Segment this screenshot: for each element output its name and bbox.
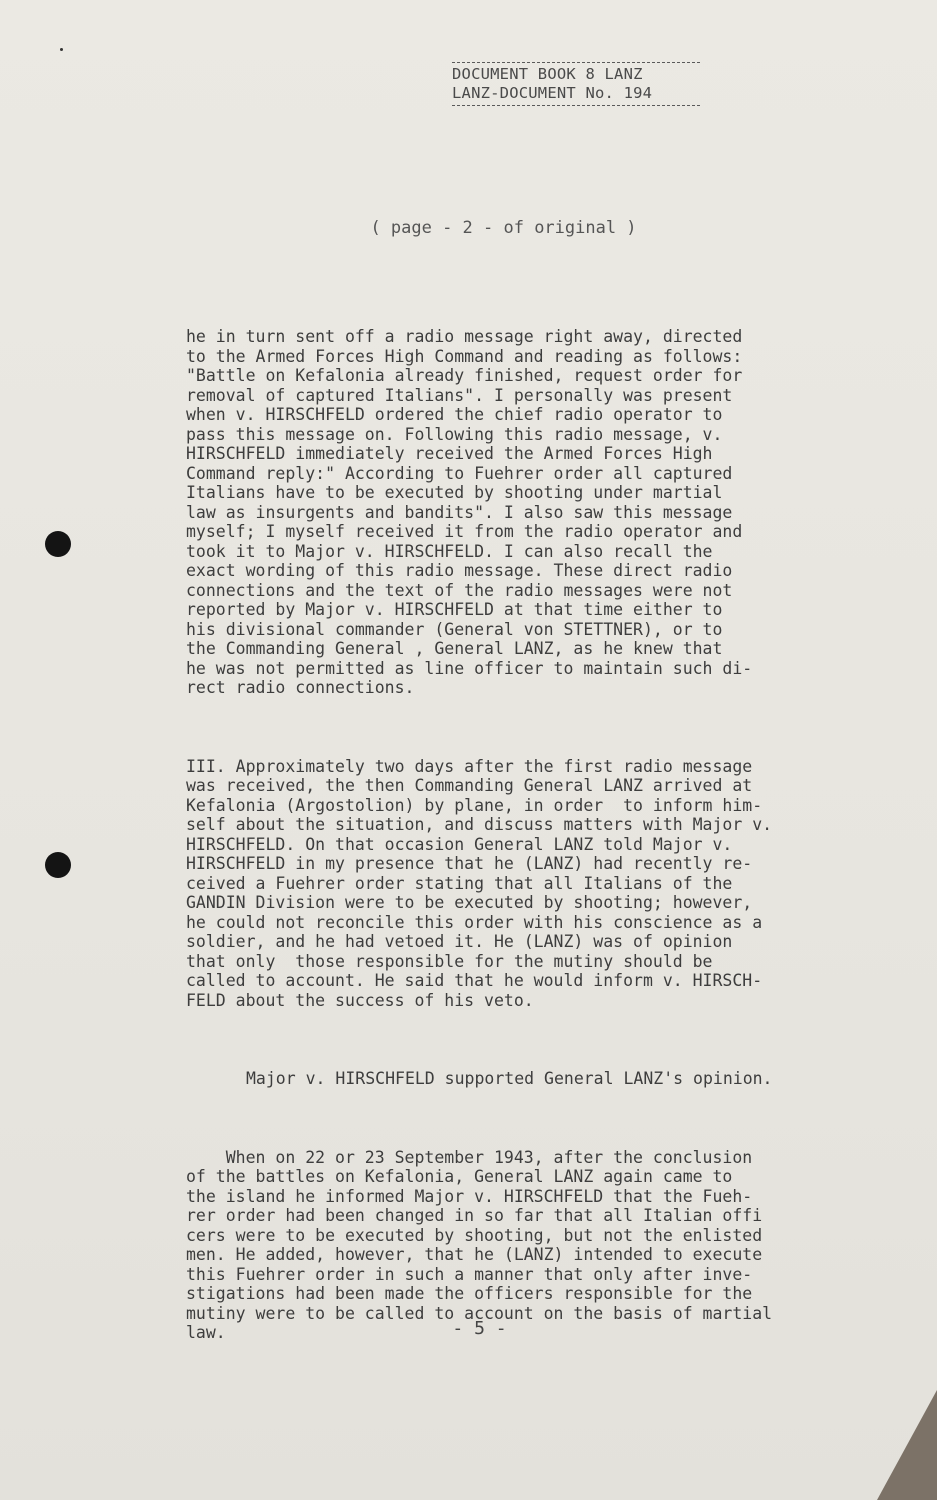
paragraph-section-iii: III. Approximately two days after the first radio message was received, the then Commanding General LANZ arrived at Kefalonia (Argostolion) by plane, in order to inform him- self about the situation, and discuss matters with Major v. HIRSCHFELD. On that occasion General LANZ told Major v. HIRSCHFELD in my presence that he (LANZ) had recently re- ceived a Fuehrer order stating that all Italians of the GANDIN Division were to be executed by shooting; however, he could not reconcile this order with his conscience as a soldier, and he had vetoed it. He (LANZ) was of opinion that only those responsible for the mutiny should be called to account. He said that he would inform v. HIRSCH- FELD about the success of his veto. [186, 756, 773, 1010]
paragraph-support-opinion: Major v. HIRSCHFELD supported General LANZ's opinion. [246, 1069, 773, 1088]
paragraph-radio-message: he in turn sent off a radio message right away, directed to the Armed Forces High Command and reading as follows: "Battle on Kefalonia already finished, request order for removal of captured Italians". I personally was present when v. HIRSCHFELD ordered the chief radio operator to pass this message on. Following this radio message, v. HIRSCHFELD immediately received the Armed Forces High Command reply:" According to Fuehrer order all captured Italians have to be executed by shooting under martial law as insurgents and bandits". I also saw this message myself; I myself received it from the radio operator and took it to Major v. HIRSCHFELD. I can also recall the exact wording of this radio message. These direct radio connections and the text of the radio messages were not reported by Major v. HIRSCHFELD at that time either to his divisional commander (General von STETTNER), or to the Commanding General , General LANZ, as he knew that he was not permitted as line officer to maintain such di- rect radio connections. [186, 327, 753, 697]
document-header [452, 60, 712, 108]
original-page-reference: ( page - 2 - of original ) [370, 218, 637, 238]
paper-speck [60, 48, 63, 51]
paragraph-order-changed: When on 22 or 23 September 1943, after the conclusion of the battles on Kefalonia, General LANZ again came to the island he informed Major v. HIRSCHFELD that the Fueh- rer order had been changed in so far that all Italian offi cers were to be executed by shooting, but not the enlisted men. He added, however, that he (LANZ) intended to execute this Fuehrer order in such a manner that only after inve- stigations had been made the officers responsible for the mutiny were to be called to account on the basis of martial law. [186, 1147, 773, 1342]
document-body [186, 288, 886, 1402]
punch-hole-upper [45, 531, 71, 557]
document-book-label: DOCUMENT BOOK 8 LANZ [452, 65, 643, 83]
document-number-label: LANZ-DOCUMENT No. 194 [452, 84, 653, 102]
page-number: - 5 - [452, 1318, 507, 1339]
torn-corner [877, 1390, 937, 1500]
header-bottom-rule [452, 105, 700, 106]
punch-hole-lower [45, 852, 71, 878]
header-top-rule [452, 62, 700, 63]
